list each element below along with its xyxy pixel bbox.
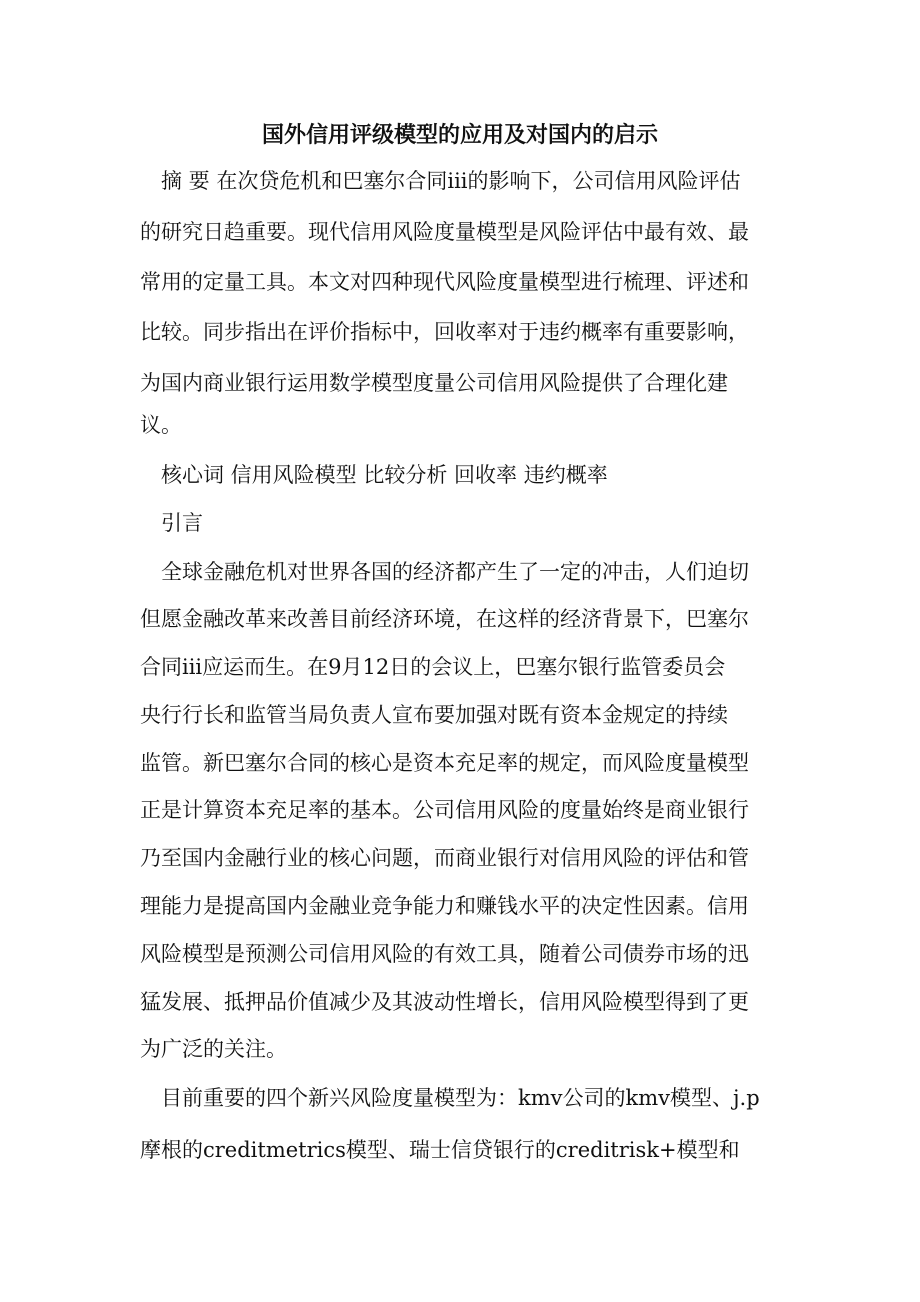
abstract-line: 常用的定量工具。本文对四种现代风险度量模型进行梳理、评述和	[140, 270, 749, 294]
paragraph-line: 风险模型是预测公司信用风险的有效工具，随着公司债券市场的迅	[140, 942, 749, 966]
abstract-line: 比较。同步指出在评价指标中，回收率对于违约概率有重要影响，	[140, 320, 749, 344]
paragraph-line: 猛发展、抵押品价值减少及其波动性增长，信用风险模型得到了更	[140, 990, 749, 1014]
abstract-line: 为国内商业银行运用数学模型度量公司信用风险提供了合理化建	[140, 371, 728, 395]
paragraph-line: 但愿金融改革来改善目前经济环境，在这样的经济背景下，巴塞尔	[140, 607, 749, 631]
abstract-line: 摘 要 在次贷危机和巴塞尔合同iii的影响下，公司信用风险评估	[161, 169, 741, 193]
paragraph-line: 目前重要的四个新兴风险度量模型为：kmv公司的kmv模型、j.p	[161, 1086, 760, 1110]
paragraph-line: 全球金融危机对世界各国的经济都产生了一定的冲击，人们迫切	[161, 560, 749, 584]
abstract-line: 的研究日趋重要。现代信用风险度量模型是风险评估中最有效、最	[140, 220, 749, 244]
paragraph-line: 合同iii应运而生。在9月12日的会议上，巴塞尔银行监管委员会	[140, 655, 726, 679]
abstract-line: 议。	[140, 413, 182, 437]
keywords-line: 核心词 信用风险模型 比较分析 回收率 违约概率	[161, 463, 608, 487]
document-title: 国外信用评级模型的应用及对国内的启示	[261, 122, 658, 148]
paragraph-line: 正是计算资本充足率的基本。公司信用风险的度量始终是商业银行	[140, 798, 749, 822]
intro-heading: 引言	[161, 511, 203, 535]
paragraph-line: 为广泛的关注。	[140, 1037, 287, 1061]
paragraph-line: 监管。新巴塞尔合同的核心是资本充足率的规定，而风险度量模型	[140, 751, 749, 775]
paragraph-line: 理能力是提高国内金融业竞争能力和赚钱水平的决定性因素。信用	[140, 894, 749, 918]
paragraph-line: 乃至国内金融行业的核心问题，而商业银行对信用风险的评估和管	[140, 846, 749, 870]
paragraph-line: 央行行长和监管当局负责人宣布要加强对既有资本金规定的持续	[140, 703, 728, 727]
paragraph-line: 摩根的creditmetrics模型、瑞士信贷银行的creditrisk+模型和	[140, 1138, 740, 1162]
